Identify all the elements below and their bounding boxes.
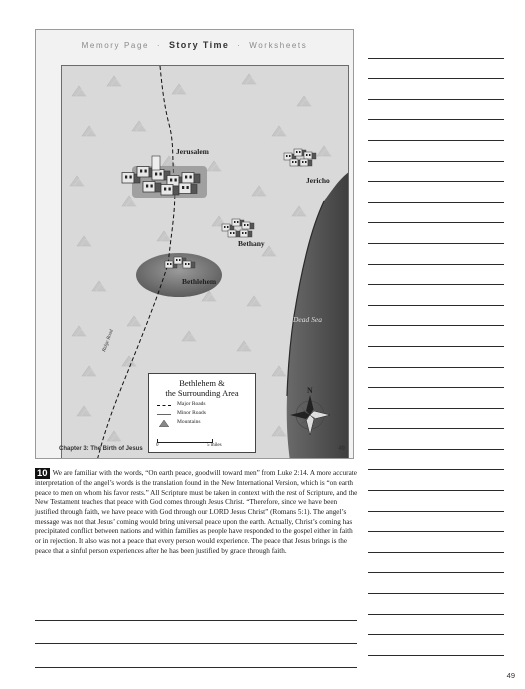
legend-title-line2: the Surrounding Area <box>165 388 239 398</box>
writing-line[interactable] <box>368 368 504 389</box>
notes-lines-right <box>368 38 504 656</box>
writing-line[interactable] <box>368 79 504 100</box>
writing-line[interactable] <box>368 491 504 512</box>
map-legend <box>148 373 256 453</box>
writing-line[interactable] <box>368 388 504 409</box>
compass-north-label: N <box>307 386 313 395</box>
legend-major-roads <box>155 401 249 410</box>
writing-line[interactable] <box>35 644 357 668</box>
writing-line[interactable] <box>368 450 504 471</box>
writing-line[interactable] <box>368 38 504 59</box>
label-bethany: Bethany <box>238 239 265 248</box>
writing-line[interactable] <box>368 326 504 347</box>
question-text: We are familiar with the words, “On earth peace, goodwill toward men” from Luke 2:14. A more accurate interpretation of the angel’s words is the translation found in the New International Version, which is “on earth peace to men on whom his favor rests.” All Scripture must be taken in context with the rest of Scripture, and the New Testament teaches that peace with God comes through Jesus Christ. “Therefore, since we have been justified through faith, we have peace with God through our LORD Jesus Christ” (Romans 5:1). The angel’s message was not that Jesus’ coming would bring universal peace upon the earth. Actually, Christ’s coming has precipitated conflict between nations and within families as people have responded to the gospel either in faith or in rejection. It also was not a peace that every person would experience. The peace that Jesus brings is the peace that a sinful person experiences after he has been justified by grace through faith. <box>35 469 358 555</box>
inset-page-number: 49 <box>338 446 345 452</box>
question-paragraph <box>35 468 358 556</box>
writing-line[interactable] <box>368 532 504 553</box>
mountain-icon <box>159 420 169 427</box>
story-page-thumbnail <box>35 29 354 459</box>
inset-footer <box>36 442 353 458</box>
writing-line[interactable] <box>368 100 504 121</box>
writing-line[interactable] <box>368 594 504 615</box>
legend-mountains-label: Mountains <box>177 419 201 425</box>
notes-lines-bottom <box>35 597 357 668</box>
legend-minor-roads-label: Minor Roads <box>177 410 206 416</box>
header-story-time: Story Time <box>168 40 230 50</box>
writing-line[interactable] <box>368 285 504 306</box>
writing-line[interactable] <box>368 512 504 533</box>
inset-header <box>36 30 353 60</box>
label-ridge-road: Ridge Road <box>102 328 115 353</box>
writing-line[interactable] <box>368 470 504 491</box>
writing-line[interactable] <box>368 203 504 224</box>
bethlehem-map <box>61 65 349 459</box>
question-number: 10 <box>37 468 48 479</box>
writing-line[interactable] <box>368 244 504 265</box>
writing-line[interactable] <box>368 182 504 203</box>
scale-start: 0 <box>156 443 159 448</box>
bethany-city <box>222 219 254 237</box>
label-dead-sea: Dead Sea <box>293 315 322 324</box>
writing-line[interactable] <box>368 553 504 574</box>
scale-end: 5 miles <box>207 443 222 448</box>
jericho-city <box>284 149 316 166</box>
header-separator: · <box>237 41 242 50</box>
header-worksheets: Worksheets <box>249 41 308 50</box>
legend-major-roads-label: Major Roads <box>177 401 206 407</box>
writing-line[interactable] <box>368 59 504 80</box>
writing-line[interactable] <box>368 162 504 183</box>
writing-line[interactable] <box>368 409 504 430</box>
writing-line[interactable] <box>368 141 504 162</box>
chapter-title: Chapter 3: The Birth of Jesus <box>59 446 143 452</box>
header-separator: · <box>156 41 162 50</box>
page-number: 49 <box>506 671 515 680</box>
header-memory-page: Memory Page <box>81 41 150 50</box>
legend-title-line1: Bethlehem & <box>179 378 225 388</box>
writing-line[interactable] <box>35 621 357 645</box>
writing-line[interactable] <box>368 120 504 141</box>
writing-line[interactable] <box>368 429 504 450</box>
label-jericho: Jericho <box>306 176 330 185</box>
writing-line[interactable] <box>368 635 504 656</box>
writing-line[interactable] <box>368 306 504 327</box>
legend-mountains <box>155 419 249 428</box>
writing-line[interactable] <box>35 597 357 621</box>
writing-line[interactable] <box>368 265 504 286</box>
writing-line[interactable] <box>368 223 504 244</box>
label-bethlehem: Bethlehem <box>182 277 217 286</box>
writing-line[interactable] <box>368 347 504 368</box>
legend-minor-roads <box>155 410 249 419</box>
label-jerusalem: Jerusalem <box>176 147 209 156</box>
writing-line[interactable] <box>368 573 504 594</box>
writing-line[interactable] <box>368 615 504 636</box>
